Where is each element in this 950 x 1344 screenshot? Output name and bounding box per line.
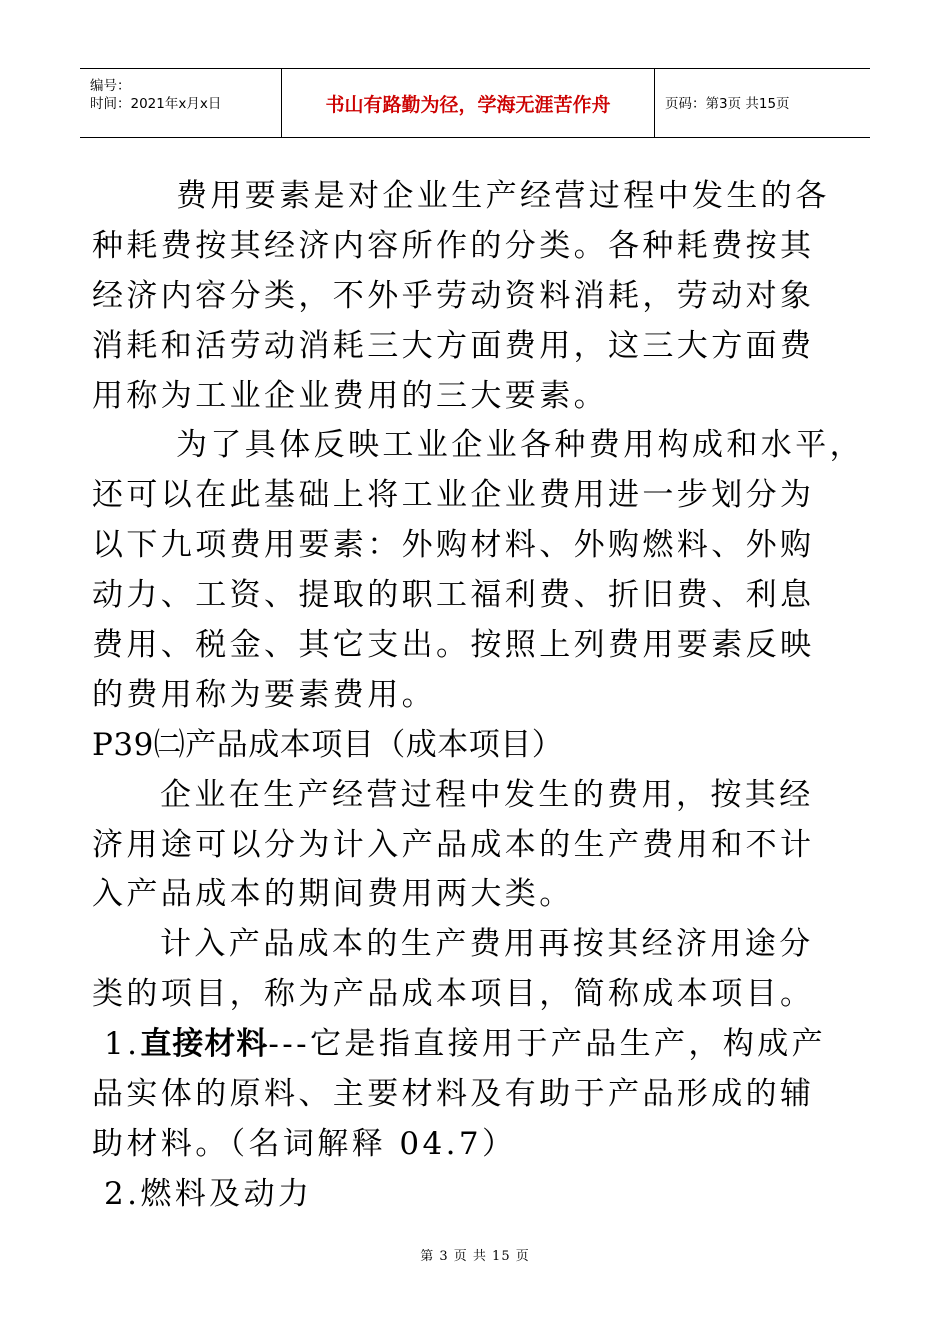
paragraph-line: 费用、税金、其它支出。按照上列费用要素反映 bbox=[92, 627, 815, 664]
paragraph-line: 计入产品成本的生产费用再按其经济用途分 bbox=[160, 926, 814, 963]
paragraph-line: 动力、工资、提取的职工福利费、折旧费、利息 bbox=[92, 577, 815, 614]
paragraph-line: 品实体的原料、主要材料及有助于产品形成的辅 bbox=[92, 1076, 815, 1113]
term-direct-materials: 直接材料 bbox=[140, 1026, 269, 1063]
paragraph-line: 入产品成本的期间费用两大类。 bbox=[92, 876, 574, 913]
header-motto-cell bbox=[282, 69, 655, 137]
paragraph-line: 企业在生产经营过程中发生的费用，按其经 bbox=[160, 776, 814, 813]
page-footer: 第 3 页 共 15 页 bbox=[420, 1249, 530, 1264]
header-page-cell bbox=[655, 69, 870, 137]
paragraph-line: 种耗费按其经济内容所作的分类。各种耗费按其 bbox=[92, 227, 815, 264]
paragraph-line: 助材料。（名词解释 04.7） bbox=[92, 1125, 517, 1162]
paragraph-line: 经济内容分类，不外乎劳动资料消耗，劳动对象 bbox=[92, 277, 815, 314]
list-item-text: ---它是指直接用于产品生产，构成产 bbox=[268, 1026, 827, 1063]
paragraph-line: 消耗和活劳动消耗三大方面费用，这三大方面费 bbox=[92, 327, 815, 364]
list-item-fuel-power: 2.燃料及动力 bbox=[104, 1175, 313, 1212]
paragraph-line: 还可以在此基础上将工业企业费用进一步划分为 bbox=[92, 477, 815, 514]
paragraph-line: 为了具体反映工业企业各种费用构成和水平， bbox=[176, 427, 864, 464]
page-header bbox=[80, 68, 870, 138]
paragraph-line: 以下九项费用要素：外购材料、外购燃料、外购 bbox=[92, 527, 815, 564]
header-page-info: 页码：第3页 共15页 bbox=[665, 96, 790, 112]
document-number-label: 编号： bbox=[90, 78, 131, 94]
paragraph-line: 济用途可以分为计入产品成本的生产费用和不计 bbox=[92, 826, 815, 863]
paragraph-line: 类的项目，称为产品成本项目，简称成本项目。 bbox=[92, 976, 815, 1013]
list-item-direct-materials bbox=[92, 1020, 862, 1070]
list-item-number: 1. bbox=[104, 1026, 141, 1063]
paragraph-line: 费用要素是对企业生产经营过程中发生的各 bbox=[176, 178, 830, 214]
header-info-cell bbox=[80, 69, 282, 137]
section-heading: P39㈡产品成本项目（成本项目） bbox=[92, 726, 564, 763]
paragraph-line: 用称为工业企业费用的三大要素。 bbox=[92, 377, 608, 414]
document-time-label: 时间：2021年x月x日 bbox=[90, 96, 222, 112]
header-motto: 书山有路勤为径，学海无涯苦作舟 bbox=[325, 94, 611, 116]
paragraph-line: 的费用称为要素费用。 bbox=[92, 676, 436, 713]
document-body bbox=[92, 172, 862, 1220]
